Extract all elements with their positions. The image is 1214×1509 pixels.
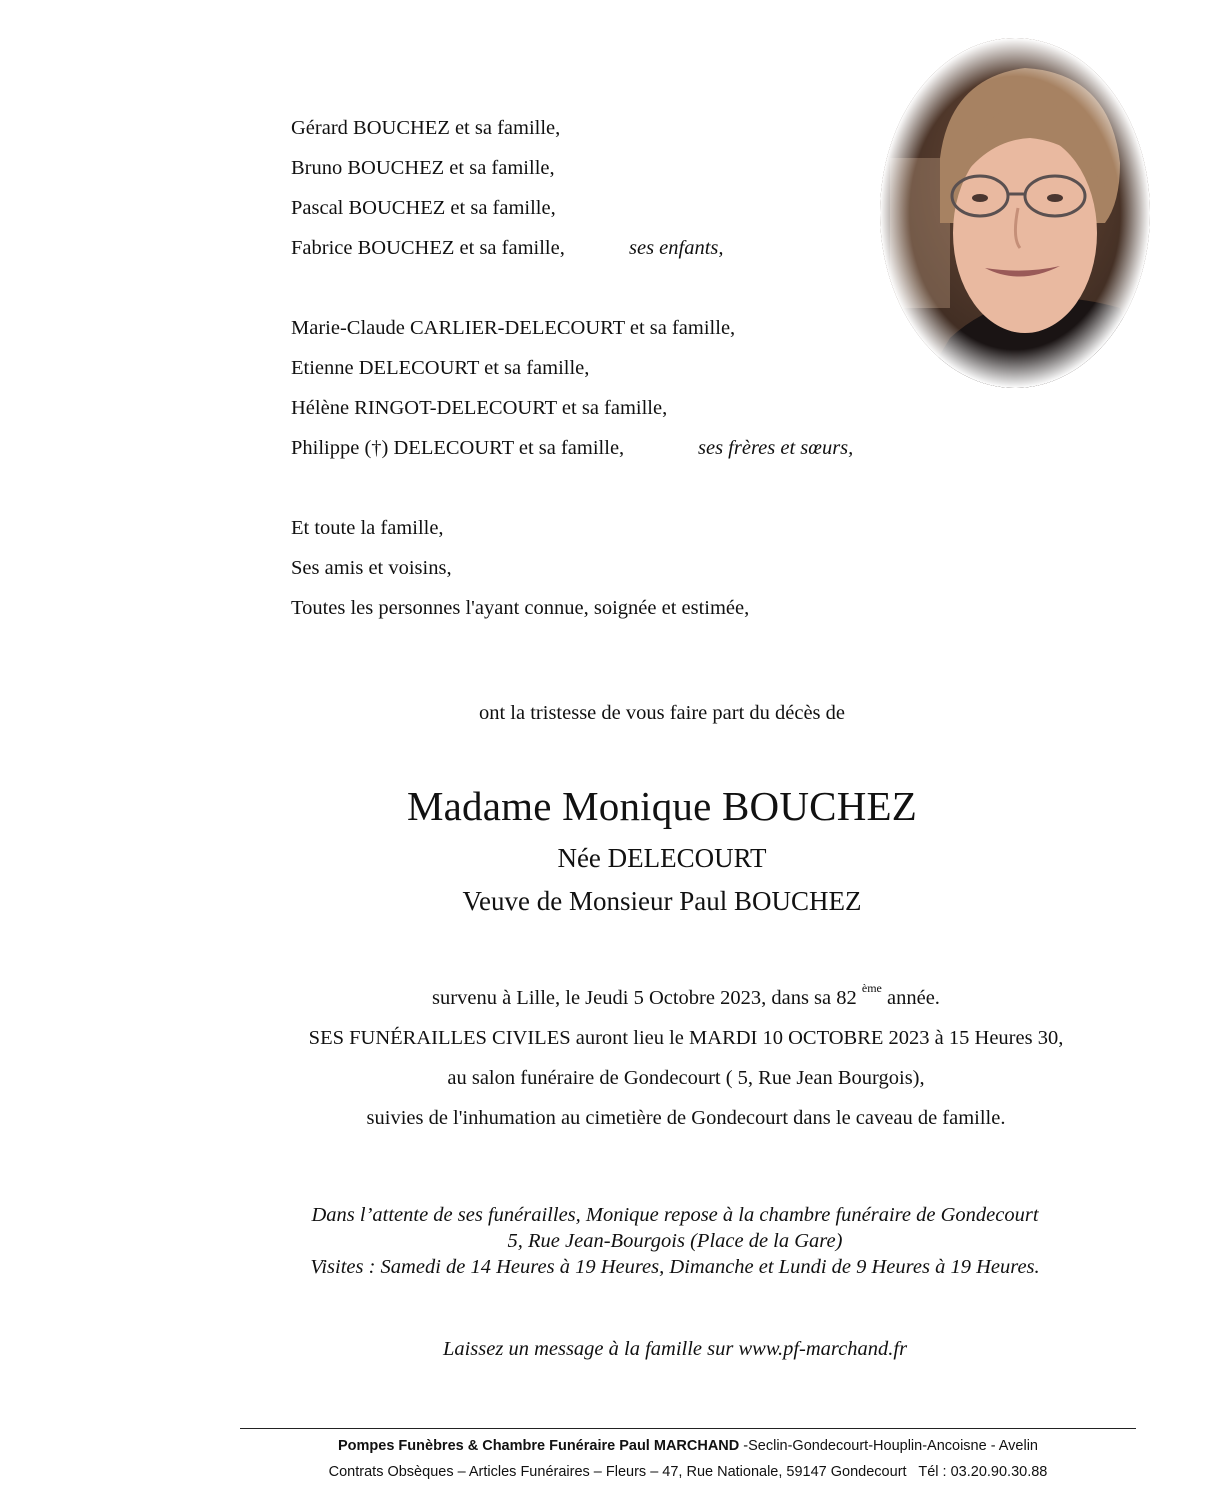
vigil-line: 5, Rue Jean-Bourgois (Place de la Gare) xyxy=(507,1230,843,1252)
vigil-line: Visites : Samedi de 14 Heures à 19 Heures, Dimanche et Lundi de 9 Heures à 19 Heures. xyxy=(310,1256,1040,1278)
family-line: Bruno BOUCHEZ et sa famille, xyxy=(291,157,555,179)
location-line: au salon funéraire de Gondecourt ( 5, Rue Jean Bourgois), xyxy=(447,1066,925,1089)
death-line xyxy=(0,972,1214,1018)
footer-divider xyxy=(240,1428,1136,1429)
message-invitation: Laissez un message à la famille sur www.pf-marchand.fr xyxy=(442,1338,908,1360)
family-line: Pascal BOUCHEZ et sa famille, xyxy=(291,197,556,219)
family-list xyxy=(291,108,854,628)
family-line: Hélène RINGOT-DELECOURT et sa famille, xyxy=(291,397,668,419)
family-line xyxy=(291,428,854,468)
footer-company xyxy=(240,1438,1136,1454)
company-locations: -Seclin-Gondecourt-Houplin-Ancoisne - Avelin xyxy=(739,1438,1038,1454)
role-children: ses enfants, xyxy=(629,237,724,259)
deceased-name: Madame Monique BOUCHEZ xyxy=(407,783,917,829)
family-line-text: Fabrice BOUCHEZ et sa famille, xyxy=(291,237,565,259)
portrait-photo xyxy=(880,38,1150,388)
ordinal-suffix: ème xyxy=(861,981,882,995)
family-line: Et toute la famille, xyxy=(291,517,444,539)
family-line: Etienne DELECOURT et sa famille, xyxy=(291,357,590,379)
family-line: Gérard BOUCHEZ et sa famille, xyxy=(291,117,561,139)
maiden-name: Née DELECOURT xyxy=(557,843,767,873)
burial-line: suivies de l'inhumation au cimetière de Gondecourt dans le caveau de famille. xyxy=(366,1106,1006,1129)
vigil-info xyxy=(0,1202,1214,1280)
family-line: Toutes les personnes l'ayant connue, soignée et estimée, xyxy=(291,597,750,619)
ceremony-line: SES FUNÉRAILLES CIVILES auront lieu le MARDI 10 OCTOBRE 2023 à 15 Heures 30, xyxy=(308,1026,1064,1049)
company-name: Pompes Funèbres & Chambre Funéraire Paul MARCHAND xyxy=(338,1438,740,1454)
role-siblings: ses frères et sœurs, xyxy=(698,437,854,459)
family-line xyxy=(291,228,749,268)
announcement-text: ont la tristesse de vous faire part du décès de xyxy=(478,702,846,724)
vigil-line: Dans l’attente de ses funérailles, Monique repose à la chambre funéraire de Gondecourt xyxy=(311,1204,1039,1226)
family-line-text: Philippe (†) DELECOURT et sa famille, xyxy=(291,437,625,459)
family-line: Ses amis et voisins, xyxy=(291,557,452,579)
widow-of: Veuve de Monsieur Paul BOUCHEZ xyxy=(462,886,862,916)
death-line-end: année. xyxy=(887,986,940,1009)
family-line: Marie-Claude CARLIER-DELECOURT et sa famille, xyxy=(291,317,736,339)
funeral-details xyxy=(0,972,1214,1138)
death-line-text: survenu à Lille, le Jeudi 5 Octobre 2023, dans sa 82 xyxy=(432,986,857,1009)
footer-contact: Contrats Obsèques – Articles Funéraires – Fleurs – 47, Rue Nationale, 59147 Gondecourt Tél : 03.20.90.30.88 xyxy=(328,1464,1048,1480)
